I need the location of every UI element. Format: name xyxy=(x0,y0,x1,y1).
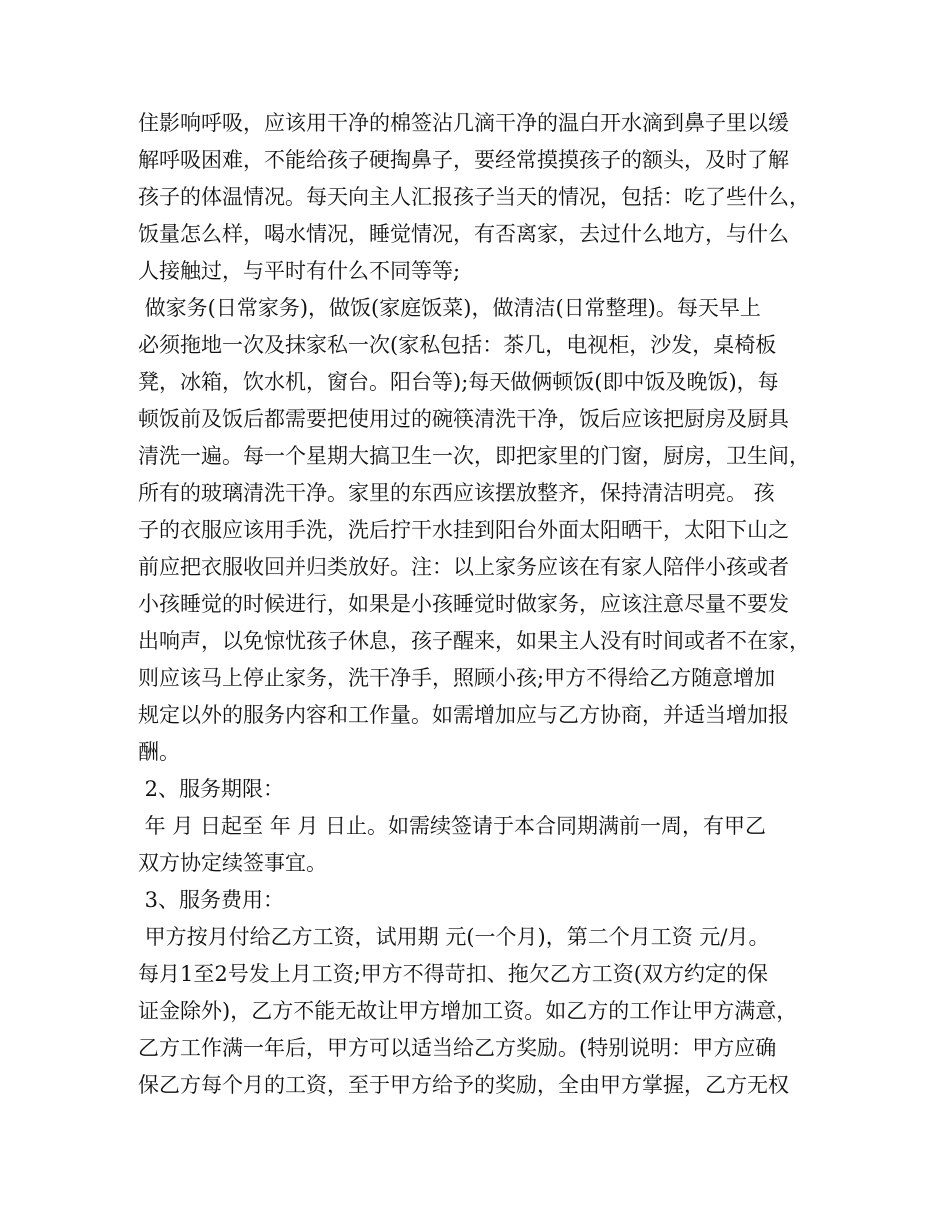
text-line: 所有的玻璃清洗干净。家里的东西应该摆放整齐，保持清洁明亮。 孩 xyxy=(138,481,775,505)
text-line: 保乙方每个月的工资，至于甲方给予的奖励，全由甲方掌握，乙方无权 xyxy=(138,1073,789,1097)
text-line: 规定以外的服务内容和工作量。如需增加应与乙方协商，并适当增加报 xyxy=(138,703,789,727)
text-line: 甲方按月付给乙方工资，试用期 元(一个月)，第二个月工资 元/月。 xyxy=(138,925,770,949)
text-line: 住影响呼吸，应该用干净的棉签沾几滴干净的温白开水滴到鼻子里以缓 xyxy=(138,111,789,135)
text-line: 小孩睡觉的时候进行，如果是小孩睡觉时做家务，应该注意尽量不要发 xyxy=(138,592,789,616)
document-body xyxy=(138,105,828,1104)
text-line: 出响声，以免惊忧孩子休息，孩子醒来，如果主人没有时间或者不在家， xyxy=(138,629,810,653)
text-line: 酬。 xyxy=(138,740,180,764)
text-line: 双方协定续签事宜。 xyxy=(138,851,327,875)
text-line: 年 月 日起至 年 月 日止。如需续签请于本合同期满前一周，有甲乙 xyxy=(138,814,767,838)
text-line: 则应该马上停止家务，洗干净手，照顾小孩;甲方不得给乙方随意增加 xyxy=(138,666,776,690)
text-line: 饭量怎么样，喝水情况，睡觉情况，有否离家，去过什么地方，与什么 xyxy=(138,222,789,246)
text-line: 清洗一遍。每一个星期大搞卫生一次，即把家里的门窗，厨房，卫生间， xyxy=(138,444,810,468)
text-line: 顿饭前及饭后都需要把使用过的碗筷清洗干净，饭后应该把厨房及厨具 xyxy=(138,407,789,431)
text-line: 乙方工作满一年后，甲方可以适当给乙方奖励。(特别说明：甲方应确 xyxy=(138,1036,777,1060)
text-line: 人接触过，与平时有什么不同等等; xyxy=(138,259,461,283)
text-line: 做家务(日常家务)，做饭(家庭饭菜)，做清洁(日常整理)。每天早上 xyxy=(138,296,761,320)
text-line: 孩子的体温情况。每天向主人汇报孩子当天的情况，包括：吃了些什么， xyxy=(138,185,810,209)
section-heading-service-fee: 3、服务费用： xyxy=(138,888,285,912)
text-line: 凳，冰箱，饮水机，窗台。阳台等);每天做俩顿饭(即中饭及晚饭)，每 xyxy=(138,370,779,394)
text-line: 每月1至2号发上月工资;甲方不得苛扣、拖欠乙方工资(双方约定的保 xyxy=(138,962,768,986)
text-line: 前应把衣服收回并归类放好。注：以上家务应该在有家人陪伴小孩或者 xyxy=(138,555,789,579)
text-line: 证金除外)，乙方不能无故让甲方增加工资。如乙方的工作让甲方满意， xyxy=(138,999,798,1023)
section-heading-service-term: 2、服务期限： xyxy=(138,777,285,801)
text-line: 必须拖地一次及抹家私一次(家私包括：茶几，电视柜，沙发，桌椅板 xyxy=(138,333,777,357)
text-line: 子的衣服应该用手洗，洗后拧干水挂到阳台外面太阳晒干，太阳下山之 xyxy=(138,518,789,542)
text-line: 解呼吸困难，不能给孩子硬掏鼻子，要经常摸摸孩子的额头，及时了解 xyxy=(138,148,789,172)
